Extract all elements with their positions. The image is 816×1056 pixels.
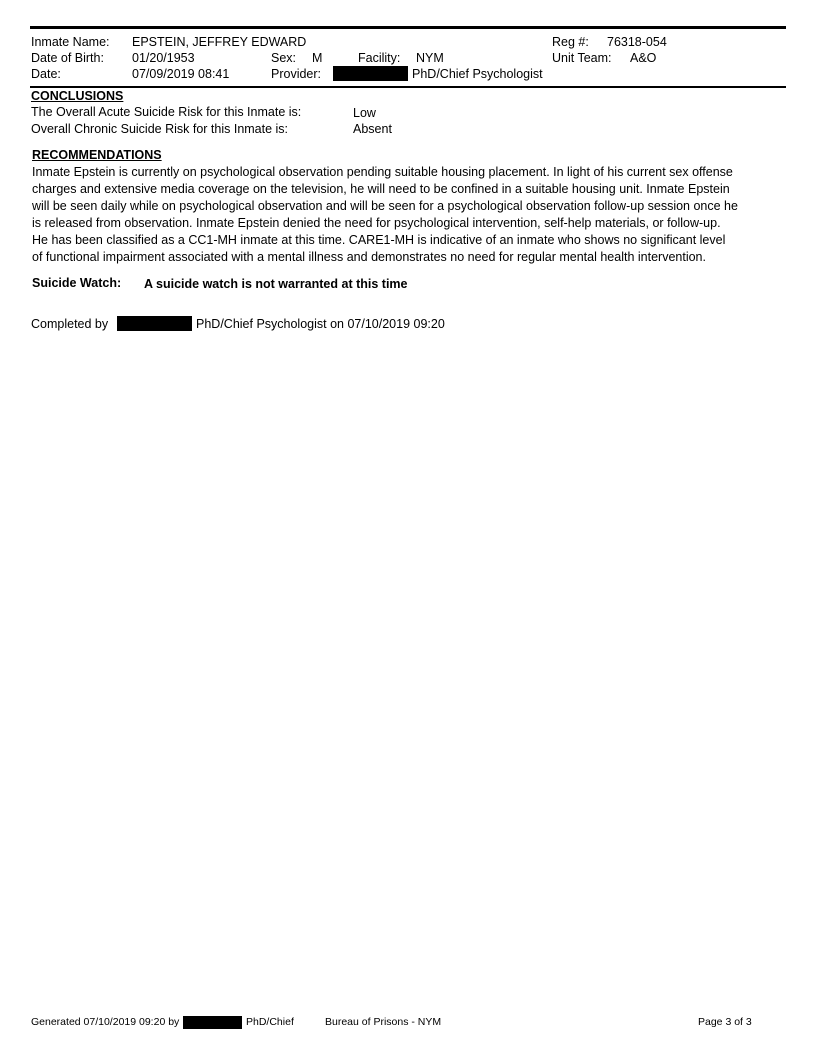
provider-label: Provider:	[271, 67, 322, 81]
sex-value: M	[312, 51, 323, 65]
suicide-watch-value: A suicide watch is not warranted at this time	[144, 277, 408, 291]
inmate-name-label: Inmate Name:	[31, 35, 110, 49]
completed-by-redaction	[117, 316, 192, 331]
provider-redaction	[333, 66, 408, 81]
recommendations-paragraph	[32, 164, 792, 266]
sex-label: Sex:	[271, 51, 297, 65]
chronic-risk-label: Overall Chronic Suicide Risk for this Inmate is:	[31, 122, 289, 136]
reg-number-value: 76318-054	[607, 35, 667, 49]
date-label: Date:	[31, 67, 61, 81]
unit-team-value: A&O	[630, 51, 657, 65]
unit-team-label: Unit Team:	[552, 51, 612, 65]
top-rule	[30, 26, 786, 29]
dob-value: 01/20/1953	[132, 51, 195, 65]
facility-value: NYM	[416, 51, 444, 65]
reg-number-label: Reg #:	[552, 35, 589, 49]
dob-label: Date of Birth:	[31, 51, 104, 65]
recommendation-line: will be seen daily while on psychological observation and will be seen for a psychological observation follow-up session once he	[32, 199, 738, 213]
date-value: 07/09/2019 08:41	[132, 67, 230, 81]
recommendation-line: charges and extensive media coverage on the television, he will need to be confined in a suitable housing unit. Inmate Epstein	[32, 182, 730, 196]
recommendation-line: is released from observation. Inmate Epstein denied the need for psychological intervention, self-help materials, or follow-up.	[32, 216, 721, 230]
chronic-risk-value: Absent	[353, 122, 392, 136]
recommendation-line: He has been classified as a CC1-MH inmate at this time. CARE1-MH is indicative of an inmate who shows no significant level	[32, 233, 726, 247]
footer-agency: Bureau of Prisons - NYM	[325, 1016, 442, 1028]
completed-by-prefix: Completed by	[31, 317, 109, 331]
footer-generated-suffix: PhD/Chief	[246, 1016, 294, 1028]
recommendation-line: of functional impairment associated with a mental illness and demonstrates no need for regular mental health intervention.	[32, 250, 706, 264]
header-bottom-rule	[30, 86, 786, 88]
recommendations-heading: RECOMMENDATIONS	[32, 148, 162, 162]
recommendation-line: Inmate Epstein is currently on psychological observation pending suitable housing placement. In light of his current sex offense	[32, 165, 733, 179]
footer-page-number: Page 3 of 3	[698, 1016, 752, 1028]
footer-generated-prefix: Generated 07/10/2019 09:20 by	[31, 1016, 180, 1028]
facility-label: Facility:	[358, 51, 401, 65]
conclusions-heading: CONCLUSIONS	[31, 89, 124, 103]
footer-redaction	[183, 1016, 242, 1029]
provider-title: PhD/Chief Psychologist	[412, 67, 543, 81]
inmate-name-value: EPSTEIN, JEFFREY EDWARD	[132, 35, 307, 49]
suicide-watch-label: Suicide Watch:	[32, 276, 122, 290]
acute-risk-label: The Overall Acute Suicide Risk for this Inmate is:	[31, 105, 302, 119]
acute-risk-value: Low	[353, 106, 376, 120]
completed-by-suffix: PhD/Chief Psychologist on 07/10/2019 09:20	[196, 317, 445, 331]
